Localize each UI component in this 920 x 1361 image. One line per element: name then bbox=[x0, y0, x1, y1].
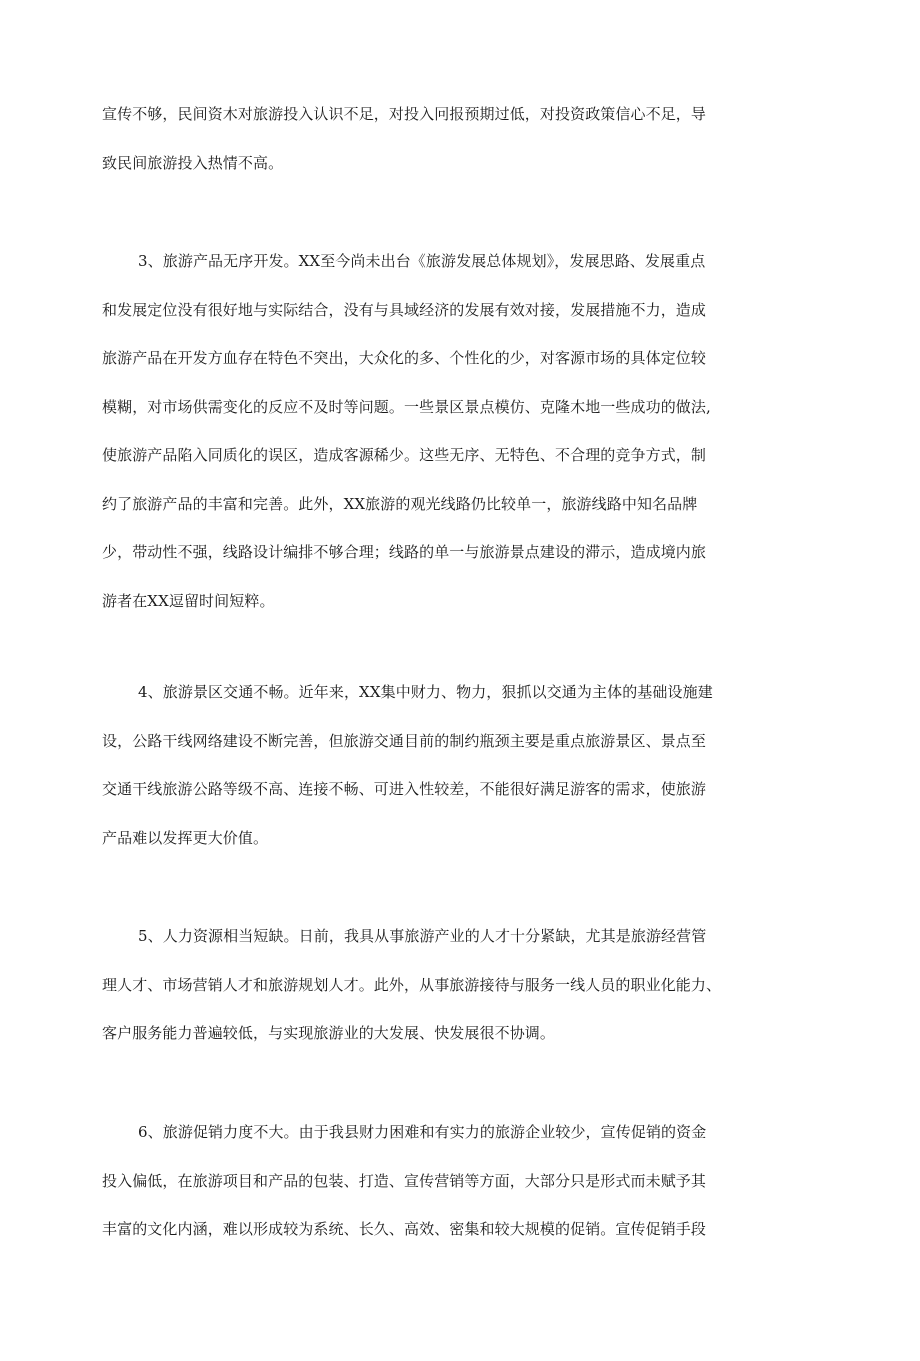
paragraph-2 bbox=[102, 237, 762, 625]
paragraph-3 bbox=[102, 668, 762, 862]
text-line: 致民间旅游投入热情不高。 bbox=[102, 153, 284, 172]
text-line: 4、旅游景区交通不畅。近年来，XX集中财力、物力，狠抓以交通为主体的基础设施建 bbox=[138, 683, 713, 701]
paragraph-4 bbox=[102, 912, 762, 1058]
text-line: 游者在XX逗留时间短粹。 bbox=[102, 591, 275, 610]
text-line: 模糊，对市场供需变化的反应不及时等问题。一些景区景点模仿、克隆木地一些成功的做法, bbox=[102, 397, 711, 416]
text-line: 交通干线旅游公路等级不高、连接不畅、可进入性较差，不能很好满足游客的需求，使旅游 bbox=[102, 780, 707, 798]
paragraph-5 bbox=[102, 1108, 762, 1254]
text-line: 3、旅游产品无序开发。XX至今尚未出台《旅游发展总体规划》，发展思路、发展重点 bbox=[138, 252, 706, 270]
text-line: 6、旅游促销力度不大。由于我县财力困难和有实力的旅游企业较少，宣传促销的资金 bbox=[138, 1123, 707, 1141]
text-line: 和发展定位没有很好地与实际结合，没有与具域经济的发展有效对接，发展措施不力，造成 bbox=[102, 300, 707, 319]
text-line: 客户服务能力普遍较低，与实现旅游业的大发展、快发展很不协调。 bbox=[102, 1024, 556, 1042]
text-line: 使旅游产品陷入同质化的误区，造成客源稀少。这些无序、无特色、不合理的竞争方式，制 bbox=[102, 446, 707, 464]
text-line: 产品难以发挥更大价值。 bbox=[102, 828, 269, 847]
paragraph-1 bbox=[102, 90, 762, 187]
text-line: 理人才、市场营销人才和旅游规划人才。此外，从事旅游接待与服务一线人员的职业化能力、 bbox=[102, 975, 722, 994]
text-line: 旅游产品在开发方血存在特色不突出，大众化的多、个性化的少，对客源市场的具体定位较 bbox=[102, 349, 707, 367]
text-line: 少，带动性不强，线路设计编排不够合理；线路的单一与旅游景点建设的滞示，造成境内旅 bbox=[102, 543, 707, 561]
text-line: 宣传不够，民间资木对旅游投入认识不足，对投入冋报预期过低，对投资政策信心不足，导 bbox=[102, 105, 707, 123]
text-line: 5、人力资源相当短缺。日前，我具从事旅游产业的人才十分紧缺，尤其是旅游经营管 bbox=[138, 927, 707, 945]
text-line: 投入偏低，在旅游项目和产品的包装、打造、宣传营销等方面，大部分只是形式而未赋予其 bbox=[102, 1171, 707, 1190]
text-line: 设，公路干线网络建设不断完善，但旅游交通目前的制约瓶颈主要是重点旅游景区、景点至 bbox=[102, 731, 707, 750]
text-line: 丰富的文化内涵，难以形成较为系统、长久、高效、密集和较大规模的促销。宣传促销手段 bbox=[102, 1220, 707, 1238]
text-line: 约了旅游产品的丰富和完善。此外，XX旅游的观光线路仍比较单一，旅游线路中知名品牌 bbox=[102, 494, 698, 513]
